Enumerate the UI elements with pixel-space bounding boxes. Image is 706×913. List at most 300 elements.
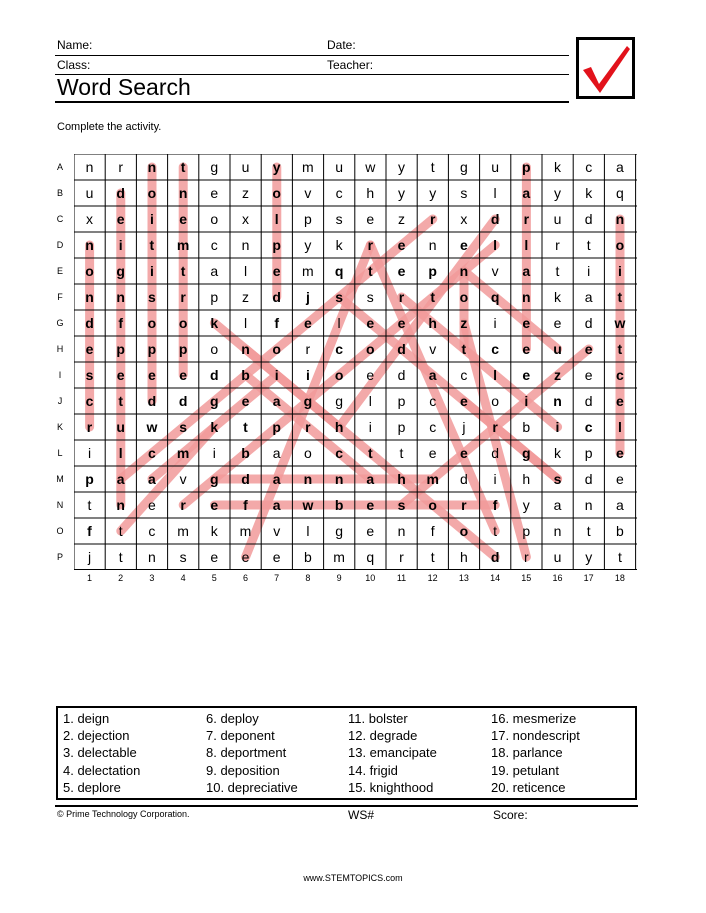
grid-cell[interactable]: m	[177, 523, 189, 539]
grid-cell[interactable]: p	[178, 341, 188, 357]
grid-cell[interactable]: e	[147, 497, 156, 513]
grid-cell[interactable]: b	[522, 419, 531, 435]
grid-cell[interactable]: t	[149, 237, 155, 253]
grid-cell[interactable]: d	[397, 367, 406, 383]
grid-cell[interactable]: a	[522, 185, 531, 201]
grid-cell[interactable]: x	[86, 211, 93, 227]
grid-cell[interactable]: f	[243, 497, 248, 513]
grid-cell[interactable]: t	[617, 289, 623, 305]
grid-cell[interactable]: x	[242, 211, 249, 227]
grid-cell[interactable]: r	[555, 237, 560, 253]
grid-cell[interactable]: o	[210, 211, 219, 227]
grid-cell[interactable]: p	[85, 471, 94, 487]
grid-cell[interactable]: a	[147, 471, 156, 487]
grid-cell[interactable]: g	[210, 393, 219, 409]
grid-cell[interactable]: p	[210, 289, 219, 305]
grid-cell[interactable]: o	[272, 341, 281, 357]
grid-cell[interactable]: h	[334, 419, 344, 435]
grid-cell[interactable]: b	[241, 367, 250, 383]
grid-cell[interactable]: a	[272, 445, 281, 461]
grid-cell[interactable]: a	[272, 393, 281, 409]
grid-cell[interactable]: s	[460, 185, 468, 201]
grid-cell[interactable]: k	[585, 185, 593, 201]
grid-cell[interactable]: r	[118, 159, 124, 175]
grid-cell[interactable]: e	[241, 393, 250, 409]
grid-cell[interactable]: g	[335, 523, 343, 539]
grid-cell[interactable]: i	[617, 263, 622, 279]
grid-cell[interactable]: r	[86, 419, 93, 435]
grid-cell[interactable]: o	[85, 263, 94, 279]
grid-cell[interactable]: e	[116, 367, 125, 383]
grid-cell[interactable]: a	[272, 471, 281, 487]
grid-cell[interactable]: n	[584, 497, 593, 513]
grid-cell[interactable]: a	[553, 497, 562, 513]
grid-cell[interactable]: w	[302, 497, 314, 513]
grid-cell[interactable]: y	[304, 237, 312, 253]
grid-cell[interactable]: z	[460, 315, 468, 331]
grid-cell[interactable]: t	[399, 445, 404, 461]
grid-cell[interactable]: a	[116, 471, 125, 487]
grid-cell[interactable]: d	[210, 367, 219, 383]
grid-cell[interactable]: c	[147, 445, 156, 461]
grid-cell[interactable]: c	[615, 367, 624, 383]
grid-cell[interactable]: l	[274, 211, 279, 227]
grid-cell[interactable]: u	[491, 159, 499, 175]
grid-cell[interactable]: k	[210, 523, 218, 539]
grid-cell[interactable]: n	[147, 159, 157, 175]
grid-cell[interactable]: m	[239, 523, 252, 539]
grid-cell[interactable]: e	[147, 367, 156, 383]
website-link[interactable]: www.STEMTOPICS.com	[303, 873, 403, 883]
grid-cell[interactable]: e	[241, 549, 250, 565]
grid-cell[interactable]: c	[584, 419, 593, 435]
grid-cell[interactable]: n	[397, 523, 406, 539]
grid-cell[interactable]: j	[462, 419, 466, 435]
grid-cell[interactable]: m	[176, 445, 190, 461]
grid-cell[interactable]: c	[460, 367, 468, 383]
grid-cell[interactable]: n	[522, 289, 531, 305]
grid-cell[interactable]: e	[522, 341, 531, 357]
grid-cell[interactable]: d	[584, 471, 593, 487]
grid-cell[interactable]: l	[493, 367, 498, 383]
grid-cell[interactable]: k	[210, 315, 219, 331]
grid-cell[interactable]: d	[584, 315, 593, 331]
grid-cell[interactable]: n	[553, 393, 562, 409]
grid-cell[interactable]: t	[586, 523, 591, 539]
col-label: 2	[118, 573, 124, 583]
checkmark-box	[576, 37, 635, 99]
grid-cell[interactable]: e	[397, 315, 406, 331]
grid-cell[interactable]: t	[430, 159, 435, 175]
grid-cell[interactable]: l	[306, 523, 310, 539]
grid-cell[interactable]: v	[273, 523, 281, 539]
grid-cell[interactable]: e	[116, 211, 125, 227]
grid-cell[interactable]: s	[147, 289, 156, 305]
grid-cell[interactable]: c	[429, 419, 437, 435]
grid-cell[interactable]: t	[617, 549, 622, 565]
grid-cell[interactable]: i	[305, 367, 310, 383]
grid-cell[interactable]: g	[210, 471, 219, 487]
grid-cell[interactable]: z	[398, 211, 405, 227]
grid-cell[interactable]: r	[180, 289, 186, 305]
grid-cell[interactable]: t	[555, 263, 560, 279]
grid-cell[interactable]: d	[584, 211, 593, 227]
grid-cell[interactable]: d	[584, 393, 593, 409]
grid-cell[interactable]: l	[493, 185, 497, 201]
grid-cell[interactable]: e	[179, 367, 187, 383]
grid-cell[interactable]: c	[85, 393, 94, 409]
grid-cell[interactable]: a	[272, 497, 281, 513]
grid-cell[interactable]: s	[553, 471, 562, 487]
grid-cell[interactable]: a	[428, 367, 437, 383]
grid-cell[interactable]: u	[85, 185, 94, 201]
grid-cell[interactable]: e	[615, 393, 624, 409]
grid-cell[interactable]: o	[178, 315, 188, 331]
grid-cell[interactable]: o	[210, 341, 219, 357]
grid-cell[interactable]: c	[335, 341, 343, 357]
grid-cell[interactable]: o	[459, 289, 469, 305]
grid-cell[interactable]: t	[118, 393, 124, 409]
grid-cell[interactable]: b	[334, 497, 344, 513]
grid-cell[interactable]: c	[210, 237, 218, 253]
grid-cell[interactable]: a	[366, 471, 375, 487]
grid-cell[interactable]: s	[179, 549, 187, 565]
word-item: 14. frigid	[348, 762, 398, 778]
grid-cell[interactable]: d	[491, 445, 499, 461]
grid-cell[interactable]: t	[87, 497, 92, 513]
grid-cell[interactable]: o	[491, 393, 499, 409]
grid-cell[interactable]: g	[116, 263, 125, 279]
grid-cell[interactable]: o	[428, 497, 437, 513]
grid-cell[interactable]: u	[241, 159, 250, 175]
grid-cell[interactable]: f	[430, 523, 435, 539]
grid-cell[interactable]: y	[585, 549, 593, 565]
grid-cell[interactable]: a	[615, 159, 624, 175]
grid-cell[interactable]: n	[116, 289, 125, 305]
grid-cell[interactable]: d	[178, 393, 188, 409]
grid-cell[interactable]: y	[272, 159, 281, 175]
grid-cell[interactable]: p	[272, 419, 281, 435]
grid-cell[interactable]: g	[335, 393, 343, 409]
date-label: Date:	[327, 38, 356, 52]
grid-cell[interactable]: i	[493, 315, 497, 331]
grid-cell[interactable]: i	[149, 263, 154, 279]
grid-cell[interactable]: e	[210, 549, 219, 565]
grid-cell[interactable]: r	[429, 211, 436, 227]
grid-cell[interactable]: i	[493, 471, 497, 487]
grid-cell[interactable]: u	[116, 419, 125, 435]
grid-cell[interactable]: p	[116, 341, 125, 357]
grid-cell[interactable]: r	[399, 549, 404, 565]
grid-cell[interactable]: r	[367, 237, 374, 253]
grid-cell[interactable]: x	[460, 211, 468, 227]
grid-cell[interactable]: v	[491, 263, 499, 279]
word-search-grid[interactable]	[74, 154, 637, 570]
grid-cell[interactable]: p	[147, 341, 157, 357]
grid-cell[interactable]: p	[428, 263, 437, 279]
grid-cell[interactable]: e	[615, 471, 624, 487]
grid-cell[interactable]: r	[523, 549, 529, 565]
grid-cell[interactable]: n	[147, 549, 156, 565]
grid-cell[interactable]: y	[398, 159, 405, 175]
grid-cell[interactable]: o	[147, 185, 157, 201]
grid-cell[interactable]: h	[397, 471, 406, 487]
grid-cell[interactable]: f	[87, 523, 92, 539]
grid-cell[interactable]: d	[116, 185, 125, 201]
grid-cell[interactable]: b	[615, 523, 624, 539]
grid-cell[interactable]: t	[430, 289, 436, 305]
grid-cell[interactable]: n	[85, 237, 94, 253]
grid-cell[interactable]: t	[617, 341, 623, 357]
grid-cell[interactable]: q	[490, 289, 500, 305]
grid-cell[interactable]: c	[491, 341, 499, 357]
grid-cell[interactable]: m	[333, 549, 345, 565]
grid-cell[interactable]: e	[210, 185, 219, 201]
grid-cell[interactable]: n	[428, 237, 437, 253]
grid-cell[interactable]: e	[366, 523, 375, 539]
grid-cell[interactable]: e	[522, 315, 531, 331]
grid-cell[interactable]: q	[366, 549, 375, 565]
grid-cell[interactable]: p	[303, 211, 312, 227]
grid-cell[interactable]: t	[430, 549, 435, 565]
grid-cell[interactable]: v	[429, 341, 437, 357]
grid-cell[interactable]: z	[242, 185, 249, 201]
grid-cell[interactable]: o	[272, 185, 281, 201]
grid-cell[interactable]: u	[553, 549, 562, 565]
grid-cell[interactable]: p	[397, 419, 406, 435]
grid-cell[interactable]: e	[615, 445, 624, 461]
grid-cell[interactable]: n	[553, 523, 562, 539]
instructions: Complete the activity.	[57, 121, 162, 133]
grid-cell[interactable]: f	[274, 315, 280, 331]
grid-cell[interactable]: t	[367, 263, 373, 279]
grid-cell[interactable]: r	[180, 497, 186, 513]
grid-cell[interactable]: g	[210, 159, 219, 175]
grid-cell[interactable]: m	[426, 471, 439, 487]
grid-cell[interactable]: h	[522, 471, 531, 487]
grid-cell[interactable]: e	[397, 237, 406, 253]
grid-cell[interactable]: y	[398, 185, 405, 201]
grid-cell[interactable]: g	[303, 393, 313, 409]
grid-cell[interactable]: k	[554, 289, 561, 305]
grid-cell[interactable]: t	[461, 341, 467, 357]
grid-cell[interactable]: n	[85, 289, 94, 305]
grid-cell[interactable]: n	[241, 341, 250, 357]
grid-cell[interactable]: f	[492, 497, 498, 513]
grid-cell[interactable]: i	[212, 445, 216, 461]
grid-cell[interactable]: p	[522, 159, 531, 175]
grid-cell[interactable]: d	[459, 471, 468, 487]
grid-cell[interactable]: r	[461, 497, 467, 513]
word-item: 9. deposition	[206, 762, 280, 778]
grid-cell[interactable]: e	[428, 445, 437, 461]
grid-cell[interactable]: t	[118, 523, 123, 539]
grid-cell[interactable]: e	[584, 341, 593, 357]
grid-cell[interactable]: i	[149, 211, 154, 227]
grid-cell[interactable]: m	[302, 159, 314, 175]
grid-cell[interactable]: m	[176, 237, 190, 253]
grid-cell[interactable]: w	[365, 159, 376, 175]
grid-cell[interactable]: t	[586, 237, 591, 253]
grid-cell[interactable]: n	[615, 211, 625, 227]
grid-cell[interactable]: e	[179, 211, 187, 227]
grid-cell[interactable]: e	[397, 263, 406, 279]
grid-cell[interactable]: t	[243, 419, 248, 435]
grid-cell[interactable]: c	[335, 445, 343, 461]
grid-cell[interactable]: s	[85, 367, 94, 383]
grid-cell[interactable]: a	[584, 289, 593, 305]
grid-cell[interactable]: g	[522, 445, 531, 461]
grid-cell[interactable]: v	[304, 185, 312, 201]
grid-cell[interactable]: s	[397, 497, 406, 513]
grid-cell[interactable]: r	[305, 341, 311, 357]
grid-cell[interactable]: e	[210, 497, 219, 513]
grid-cell[interactable]: e	[553, 315, 562, 331]
grid-cell[interactable]: t	[118, 549, 123, 565]
col-label: 7	[274, 573, 280, 583]
grid-cell[interactable]: n	[241, 237, 250, 253]
grid-cell[interactable]: o	[303, 445, 312, 461]
grid-cell[interactable]: y	[429, 185, 437, 201]
grid-cell[interactable]: u	[553, 341, 562, 357]
grid-cell[interactable]: i	[587, 263, 591, 279]
grid-cell[interactable]: p	[397, 393, 406, 409]
name-line[interactable]	[55, 55, 569, 56]
grid-cell[interactable]: c	[585, 159, 593, 175]
grid-cell[interactable]: o	[366, 341, 375, 357]
grid-cell[interactable]: p	[584, 445, 593, 461]
grid-cell[interactable]: g	[459, 159, 468, 175]
grid-cell[interactable]: p	[272, 237, 281, 253]
grid-cell[interactable]: s	[335, 211, 343, 227]
grid-cell[interactable]: t	[180, 263, 186, 279]
grid-cell[interactable]: e	[366, 497, 375, 513]
grid-cell[interactable]: h	[459, 549, 468, 565]
grid-cell[interactable]: o	[459, 523, 469, 539]
grid-cell[interactable]: u	[335, 159, 343, 175]
grid-cell[interactable]: k	[335, 237, 343, 253]
grid-cell[interactable]: e	[366, 367, 375, 383]
grid-cell[interactable]: j	[87, 549, 92, 565]
grid-cell[interactable]: n	[459, 263, 469, 279]
grid-cell[interactable]: a	[210, 263, 219, 279]
grid-cell[interactable]: z	[554, 367, 561, 383]
grid-cell[interactable]: c	[429, 393, 437, 409]
grid-cell[interactable]: n	[334, 471, 344, 487]
grid-cell[interactable]: n	[178, 185, 188, 201]
grid-cell[interactable]: e	[584, 367, 593, 383]
grid-cell[interactable]: c	[335, 185, 343, 201]
grid-cell[interactable]: l	[368, 393, 372, 409]
grid-cell[interactable]: y	[554, 185, 561, 201]
grid-cell[interactable]: j	[305, 289, 310, 305]
grid-cell[interactable]: e	[366, 211, 375, 227]
grid-cell[interactable]: o	[334, 367, 344, 383]
grid-cell[interactable]: l	[243, 315, 248, 331]
grid-cell[interactable]: n	[303, 471, 313, 487]
word-item: 8. deportment	[206, 745, 287, 761]
grid-cell[interactable]: l	[493, 237, 498, 253]
grid-cell[interactable]: i	[368, 419, 372, 435]
grid-cell[interactable]: r	[305, 419, 311, 435]
grid-cell[interactable]: d	[241, 471, 250, 487]
grid-cell[interactable]: r	[398, 289, 405, 305]
grid-cell[interactable]: p	[522, 523, 531, 539]
grid-cell[interactable]: e	[459, 393, 468, 409]
grid-cell[interactable]: e	[459, 237, 468, 253]
grid-cell[interactable]: h	[428, 315, 437, 331]
grid-cell[interactable]: q	[334, 263, 344, 279]
grid-cell[interactable]: d	[490, 549, 500, 565]
grid-cell[interactable]: r	[492, 419, 498, 435]
grid-cell[interactable]: a	[615, 497, 624, 513]
grid-cell[interactable]: e	[272, 549, 281, 565]
grid-cell[interactable]: i	[274, 367, 279, 383]
grid-cell[interactable]: h	[366, 185, 375, 201]
grid-cell[interactable]: e	[522, 367, 531, 383]
grid-cell[interactable]: s	[366, 289, 374, 305]
grid-cell[interactable]: z	[242, 289, 249, 305]
grid-cell[interactable]: e	[85, 341, 94, 357]
grid-cell[interactable]: c	[148, 523, 156, 539]
col-label: 11	[396, 573, 407, 583]
grid-cell[interactable]: i	[555, 419, 560, 435]
grid-cell[interactable]: n	[85, 159, 94, 175]
grid-cell[interactable]: d	[397, 341, 406, 357]
grid-cell[interactable]: o	[147, 315, 157, 331]
grid-cell[interactable]: l	[243, 263, 248, 279]
grid-cell[interactable]: l	[617, 419, 622, 435]
grid-cell[interactable]: r	[523, 211, 530, 227]
grid-cell[interactable]: k	[554, 159, 561, 175]
grid-cell[interactable]: i	[87, 445, 92, 461]
grid-cell[interactable]: q	[615, 185, 624, 201]
grid-cell[interactable]: e	[272, 263, 281, 279]
grid-cell[interactable]: a	[522, 263, 531, 279]
grid-cell[interactable]: w	[146, 419, 158, 435]
grid-cell[interactable]: d	[490, 211, 500, 227]
grid-cell[interactable]: e	[303, 315, 312, 331]
grid-cell[interactable]: d	[85, 315, 94, 331]
grid-cell[interactable]: k	[210, 419, 219, 435]
grid-cell[interactable]: s	[335, 289, 343, 305]
grid-cell[interactable]: k	[554, 445, 561, 461]
grid-cell[interactable]: m	[302, 263, 314, 279]
grid-cell[interactable]: l	[118, 445, 123, 461]
grid-cell[interactable]: b	[303, 549, 312, 565]
grid-cell[interactable]: d	[272, 289, 281, 305]
grid-cell[interactable]: e	[459, 445, 468, 461]
grid-cell[interactable]: s	[179, 419, 187, 435]
grid-cell[interactable]: u	[553, 211, 562, 227]
grid-cell[interactable]: w	[614, 315, 626, 331]
grid-cell[interactable]: v	[179, 471, 187, 487]
grid-cell[interactable]: t	[367, 445, 373, 461]
grid-cell[interactable]: t	[180, 159, 186, 175]
grid-cell[interactable]: e	[366, 315, 375, 331]
grid-cell[interactable]: i	[118, 237, 123, 253]
grid-cell[interactable]: t	[493, 523, 498, 539]
grid-cell[interactable]: n	[116, 497, 125, 513]
grid-cell[interactable]: i	[524, 393, 529, 409]
grid-cell[interactable]: l	[524, 237, 529, 253]
grid-cell[interactable]: y	[522, 497, 530, 513]
grid-cell[interactable]: d	[147, 393, 157, 409]
grid-cell[interactable]: b	[241, 445, 250, 461]
grid-cell[interactable]: o	[615, 237, 625, 253]
grid-cell[interactable]: f	[118, 315, 124, 331]
grid-cell[interactable]: l	[337, 315, 341, 331]
